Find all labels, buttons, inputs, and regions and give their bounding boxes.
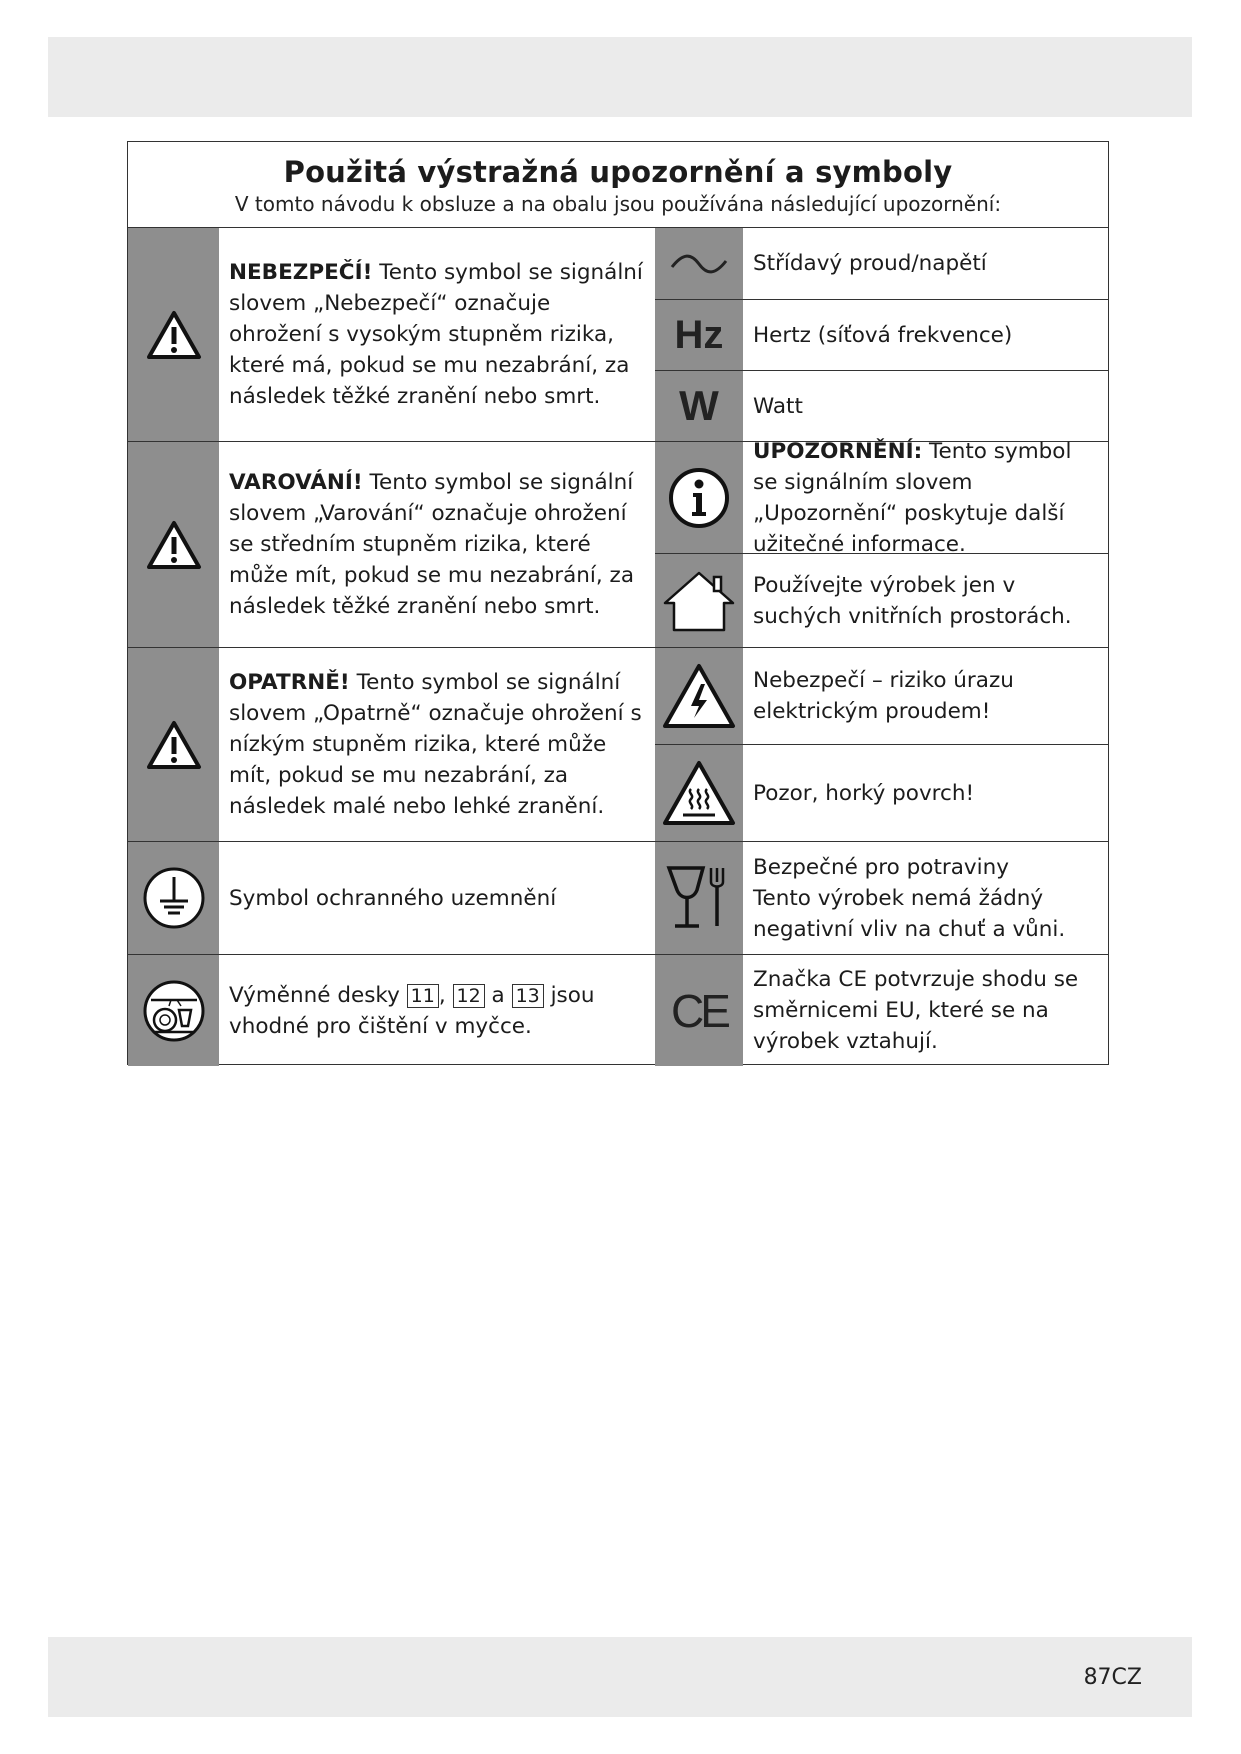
caution-keyword: OPATRNĚ! xyxy=(229,670,350,695)
warning-description: Tento symbol se signální slovem „Varování“ označuje ohrožení se středním stupněm rizika, které může mít, pokud se mu nezabrání, za následek těžké zranění nebo smrt. xyxy=(229,470,635,619)
row-electric-shock xyxy=(655,648,1108,745)
hertz-text: Hertz (síťová frekvence) xyxy=(753,322,1013,348)
caution-icon-cell xyxy=(128,648,219,841)
warning-text xyxy=(219,442,655,647)
row-hot-surface xyxy=(655,745,1108,842)
warning-symbols-panel xyxy=(127,141,1109,1065)
indoor-text: Používejte výrobek jen v suchých vnitřních prostorách. xyxy=(753,572,1072,629)
row-caution xyxy=(128,648,655,842)
warning-triangle-icon xyxy=(146,520,202,570)
watt-icon: W xyxy=(679,382,719,429)
hertz-icon-cell xyxy=(655,300,743,370)
house-icon-cell xyxy=(655,554,743,647)
separator-2: a xyxy=(484,982,512,1008)
row-ce-mark xyxy=(655,955,1108,1066)
row-danger xyxy=(128,228,655,442)
ac-icon-cell xyxy=(655,228,743,299)
dishwasher-text-after: jsou vhodné pro čištění v myčce. xyxy=(229,982,595,1039)
ac-text: Střídavý proud/napětí xyxy=(753,251,987,276)
page-number: 87CZ xyxy=(1083,1665,1142,1690)
top-band xyxy=(48,37,1192,117)
danger-text xyxy=(219,228,655,441)
hot-surface-icon xyxy=(661,759,737,827)
row-info xyxy=(655,438,1108,557)
ce-mark-icon: CE xyxy=(671,984,727,1037)
caution-text xyxy=(219,648,655,841)
hertz-icon: Hz xyxy=(674,312,724,357)
food-safe-title: Bezpečné pro potraviny xyxy=(753,854,1009,880)
watt-icon-cell xyxy=(655,371,743,441)
ce-icon-cell xyxy=(655,955,743,1066)
panel-subtitle: V tomto návodu k obsluze a na obalu jsou používána následující upozornění: xyxy=(234,192,1002,216)
ground-icon xyxy=(141,865,207,931)
info-description: Tento symbol se signálním slovem „Upozornění“ poskytuje další užitečné informace. xyxy=(753,438,1072,557)
hot-surface-icon-cell xyxy=(655,745,743,841)
house-icon xyxy=(662,569,736,633)
part-number-11: 11 xyxy=(407,984,439,1008)
left-column xyxy=(128,228,656,1064)
footer-band xyxy=(48,1637,1192,1717)
panel-header xyxy=(128,142,1108,228)
row-ground xyxy=(128,842,655,955)
info-icon-cell xyxy=(655,442,743,553)
row-indoor xyxy=(655,554,1108,648)
electric-shock-icon xyxy=(661,662,737,730)
row-hertz xyxy=(655,300,1108,371)
info-keyword: UPOZORNĚNÍ: xyxy=(753,438,923,464)
ce-text: Značka CE potvrzuje shodu se směrnicemi EU, které se na výrobek vztahují. xyxy=(753,967,1079,1054)
dishwasher-icon-cell xyxy=(128,955,219,1066)
food-safe-description: Tento výrobek nemá žádný negativní vliv na chuť a vůni. xyxy=(753,885,1066,942)
separator-1: , xyxy=(438,982,453,1008)
row-warning xyxy=(128,442,655,648)
warning-triangle-icon xyxy=(146,310,202,360)
danger-description: Tento symbol se signální slovem „Nebezpečí“ označuje ohrožení s vysokým stupněm rizika, které má, pokud se mu nezabrání, za následek těžké zranění nebo smrt. xyxy=(229,260,643,409)
info-text xyxy=(743,438,1108,557)
panel-title: Použitá výstražná upozornění a symboly xyxy=(283,155,953,189)
danger-icon-cell xyxy=(128,228,219,441)
food-safe-icon-cell xyxy=(655,842,743,954)
right-column xyxy=(655,228,1108,1064)
dishwasher-text-before: Výměnné desky xyxy=(229,982,407,1008)
warning-triangle-icon xyxy=(146,720,202,770)
row-watt xyxy=(655,371,1108,442)
part-number-12: 12 xyxy=(453,984,485,1008)
caution-description: Tento symbol se signální slovem „Opatrně“ označuje ohrožení s nízkým stupněm rizika, které může mít, pokud se mu nezabrání, za následek malé nebo lehké zranění. xyxy=(229,670,642,819)
ground-text: Symbol ochranného uzemnění xyxy=(229,885,557,911)
dishwasher-icon xyxy=(141,978,207,1044)
alternating-current-icon xyxy=(669,252,729,276)
dishwasher-text xyxy=(219,955,655,1066)
hot-surface-text: Pozor, horký povrch! xyxy=(753,780,975,806)
info-icon xyxy=(668,467,730,529)
watt-text: Watt xyxy=(753,393,803,419)
row-dishwasher xyxy=(128,955,655,1066)
ground-icon-cell xyxy=(128,842,219,954)
row-ac xyxy=(655,228,1108,300)
warning-keyword: VAROVÁNÍ! xyxy=(229,470,363,495)
food-safe-text xyxy=(743,842,1108,954)
row-food-safe xyxy=(655,842,1108,955)
electric-shock-icon-cell xyxy=(655,648,743,744)
part-number-13: 13 xyxy=(512,984,544,1008)
electric-shock-text: Nebezpečí – riziko úrazu elektrickým proudem! xyxy=(753,668,1014,724)
danger-keyword: NEBEZPEČÍ! xyxy=(229,260,373,285)
warning-icon-cell xyxy=(128,442,219,647)
food-safe-icon xyxy=(663,860,735,936)
